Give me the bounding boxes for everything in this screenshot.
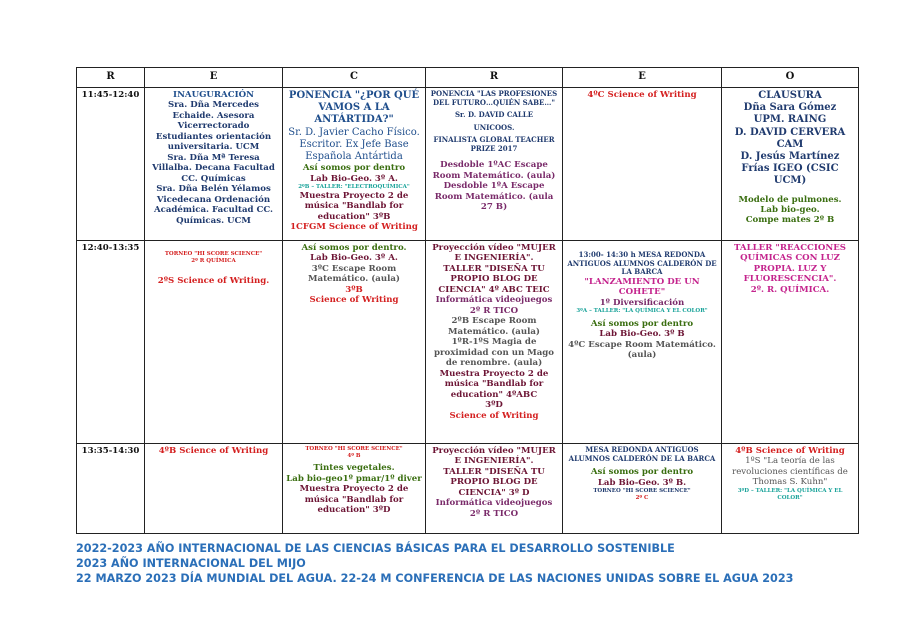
event-text: Tintes vegetales. bbox=[313, 463, 395, 474]
event-text: Proyección vídeo "MUJER E INGENIERÍA". bbox=[432, 446, 556, 467]
event-text: TALLER "DISEÑA TU PROPIO BLOG DE CIENCIA" 3º D bbox=[443, 466, 545, 498]
event-text: Lab bio-geo. bbox=[760, 204, 820, 215]
event-text: FINALISTA GLOBAL TEACHER PRIZE 2017 bbox=[433, 135, 555, 153]
event-text: Proyección vídeo "MUJER E INGENIERÍA". bbox=[432, 243, 556, 264]
event-text: 4ºC Escape Room Matemático. (aula) bbox=[568, 339, 716, 361]
schedule-cell bbox=[426, 444, 563, 534]
event-text: TALLER "REACCIONES QUÍMICAS CON LUZ PROPIA. LUZ Y FLUORESCENCIA". bbox=[734, 243, 846, 285]
event-text: "LANZAMIENTO DE UN COHETE" bbox=[584, 276, 700, 298]
schedule-cell bbox=[563, 88, 722, 241]
event-text: Science of Writing bbox=[309, 295, 399, 306]
event-text: 2ºS Science of Writing. bbox=[157, 276, 270, 287]
event-text: 2ºB Escape Room Matemático. (aula) bbox=[448, 316, 540, 337]
schedule-cell bbox=[145, 241, 283, 444]
event-text: Compe mates 2º B bbox=[745, 215, 835, 226]
event-text: Así somos por dentro bbox=[590, 467, 694, 478]
event-text: CAM bbox=[776, 138, 804, 150]
event-text: Muestra Proyecto 2 de música "Bandlab for education" 3ºD bbox=[299, 484, 409, 516]
event-text: 4ºB Science of Writing bbox=[735, 446, 845, 456]
schedule-cell bbox=[145, 444, 283, 534]
event-text: Lab bio-geo1º pmar/1º diver bbox=[286, 473, 422, 484]
event-text: Sra. Dña Mercedes Echaide. Asesora Vicerrectorado Estudiantes orientación universitaria. UCM bbox=[155, 100, 272, 153]
event-text: 2º R QUÍMICA bbox=[191, 257, 236, 264]
footer-notes bbox=[76, 541, 876, 586]
event-text: Sra. Dña Belén Yélamos Vicedecana Ordenación Académica. Facultad CC. Químicas. UCM bbox=[153, 184, 274, 226]
event-text: Lab Bio-Geo. 3º B bbox=[599, 329, 685, 340]
time-slot: 11:45-12:40 bbox=[77, 88, 145, 241]
event-text: Lab Bio-Geo. 3º A. bbox=[310, 253, 398, 264]
schedule-cell bbox=[426, 88, 563, 241]
event-text: Lab Bio-Geo. 3º B. bbox=[597, 477, 687, 488]
header-cell: R bbox=[77, 68, 145, 88]
event-text: Sra. Dña Mª Teresa Villalba. Decana Facultad CC. Químicas bbox=[152, 152, 275, 184]
event-text: UPM. RAING bbox=[753, 114, 827, 126]
schedule-cell bbox=[563, 241, 722, 444]
event-text: Así somos por dentro bbox=[590, 318, 694, 329]
header-row bbox=[77, 68, 859, 88]
footer-line: 22 MARZO 2023 DÍA MUNDIAL DEL AGUA. 22-24 M CONFERENCIA DE LAS NACIONES UNIDAS SOBRE EL AGUA 2023 bbox=[76, 572, 794, 585]
event-text: 4ºC Science of Writing bbox=[587, 90, 697, 100]
event-text: TORNEO "HI SCORE SCIENCE" bbox=[164, 251, 263, 257]
event-text: D. Jesús Martínez Frías IGEO (CSIC UCM) bbox=[740, 150, 840, 187]
schedule-row bbox=[77, 88, 859, 241]
schedule-cell bbox=[722, 444, 859, 534]
header-cell: R bbox=[426, 68, 563, 88]
event-text: 2ºB – TALLER: "ELECTROQUÍMICA" bbox=[298, 184, 410, 191]
schedule-row bbox=[77, 444, 859, 534]
event-text: Desdoble 1ºAC Escape Room Matemático. (aula) bbox=[432, 160, 556, 181]
event-text: D. DAVID CERVERA bbox=[734, 126, 846, 138]
schedule-table bbox=[76, 67, 859, 534]
header-cell: C bbox=[283, 68, 426, 88]
event-text: 3ºA – TALLER: "LA QUÍMICA Y EL COLOR" bbox=[576, 308, 708, 315]
schedule-cell bbox=[722, 241, 859, 444]
event-text: UNICOOS. bbox=[473, 122, 515, 132]
time-slot: 13:35-14:30 bbox=[77, 444, 145, 534]
event-text: TORNEO "HI SCORE SCIENCE" bbox=[593, 488, 691, 495]
event-text: 1º Diversificación bbox=[599, 297, 685, 308]
event-text: 3ºB bbox=[345, 284, 363, 295]
event-text: Desdoble 1ºA Escape Room Matemático. (aula 27 B) bbox=[434, 181, 554, 213]
event-text: Modelo de pulmones. bbox=[738, 194, 842, 205]
event-text: Lab Bio-Geo. 3º A. bbox=[310, 173, 398, 184]
event-text: Así somos por dentro. bbox=[301, 243, 407, 253]
event-text: Dña Sara Gómez bbox=[743, 102, 837, 114]
schedule-cell bbox=[283, 241, 426, 444]
event-text: 2º. R. QUÍMICA. bbox=[750, 284, 830, 295]
event-text: 3ºC Escape Room Matemático. (aula) bbox=[308, 263, 400, 285]
schedule-cell bbox=[722, 88, 859, 241]
header-cell: E bbox=[145, 68, 283, 88]
event-text: 3ºD bbox=[485, 400, 503, 411]
schedule-cell bbox=[283, 444, 426, 534]
footer-line: 2023 AÑO INTERNACIONAL DEL MIJO bbox=[76, 557, 306, 570]
event-text: MESA REDONDA ANTIGUOS ALUMNOS CALDERÓN DE LA BARCA bbox=[568, 445, 716, 463]
event-text: TALLER "DISEÑA TU PROPIO BLOG DE CIENCIA" 4º ABC TEIC bbox=[438, 263, 550, 295]
event-title: PONENCIA "¿POR QUÉ VAMOS A LA ANTÁRTIDA?" bbox=[288, 90, 420, 126]
event-title: INAUGURACIÓN bbox=[173, 90, 254, 100]
schedule-cell bbox=[283, 88, 426, 241]
event-text: Sr. D. DAVID CALLE bbox=[454, 110, 534, 120]
schedule-cell bbox=[563, 444, 722, 534]
event-title: CLAUSURA bbox=[758, 90, 822, 101]
schedule-row bbox=[77, 241, 859, 444]
event-text: Sr. D. Javier Cacho Físico. Escritor. Ex Jefe Base Española Antártida bbox=[288, 126, 420, 162]
event-text: 4º B bbox=[347, 452, 361, 459]
time-slot: 12:40-13:35 bbox=[77, 241, 145, 444]
header-cell: E bbox=[563, 68, 722, 88]
event-text: 13:00- 14:30 h MESA REDONDA ANTIGUOS ALUMNOS CALDERÓN DE LA BARCA bbox=[567, 250, 717, 277]
event-text: Informática videojuegos 2º R TICO bbox=[435, 295, 553, 316]
event-text: 1ºR-1ºS Magia de proximidad con un Mago de renombre. (aula) bbox=[433, 337, 555, 369]
header-cell: O bbox=[722, 68, 859, 88]
event-text: Informática videojuegos 2º R TICO bbox=[435, 498, 553, 519]
footer-line: 2022-2023 AÑO INTERNACIONAL DE LAS CIENCIAS BÁSICAS PARA EL DESARROLLO SOSTENIBLE bbox=[76, 542, 675, 555]
event-text: Así somos por dentro bbox=[302, 163, 406, 174]
event-text: 4ºB Science of Writing bbox=[158, 446, 269, 456]
event-text: TORNEO "HI SCORE SCIENCE" bbox=[305, 446, 403, 452]
schedule-cell bbox=[145, 88, 283, 241]
event-text: Science of Writing bbox=[449, 410, 539, 421]
schedule-cell bbox=[426, 241, 563, 444]
event-text: Muestra Proyecto 2 de música "Bandlab for education" 4ºABC bbox=[439, 368, 549, 400]
event-text: 1ºS "La teoría de las revoluciones científicas de Thomas S. Kuhn" bbox=[732, 456, 848, 488]
event-title: PONENCIA "LAS PROFESIONES DEL FUTURO…QUIÉN SABE…" bbox=[430, 89, 558, 107]
event-text: Muestra Proyecto 2 de música "Bandlab for education" 3ºB bbox=[299, 190, 409, 222]
event-text: 1CFGM Science of Writing bbox=[290, 222, 418, 233]
event-text: 2º C bbox=[635, 494, 649, 501]
event-text: 3ºD – TALLER: "LA QUÍMICA Y EL COLOR" bbox=[737, 487, 843, 501]
